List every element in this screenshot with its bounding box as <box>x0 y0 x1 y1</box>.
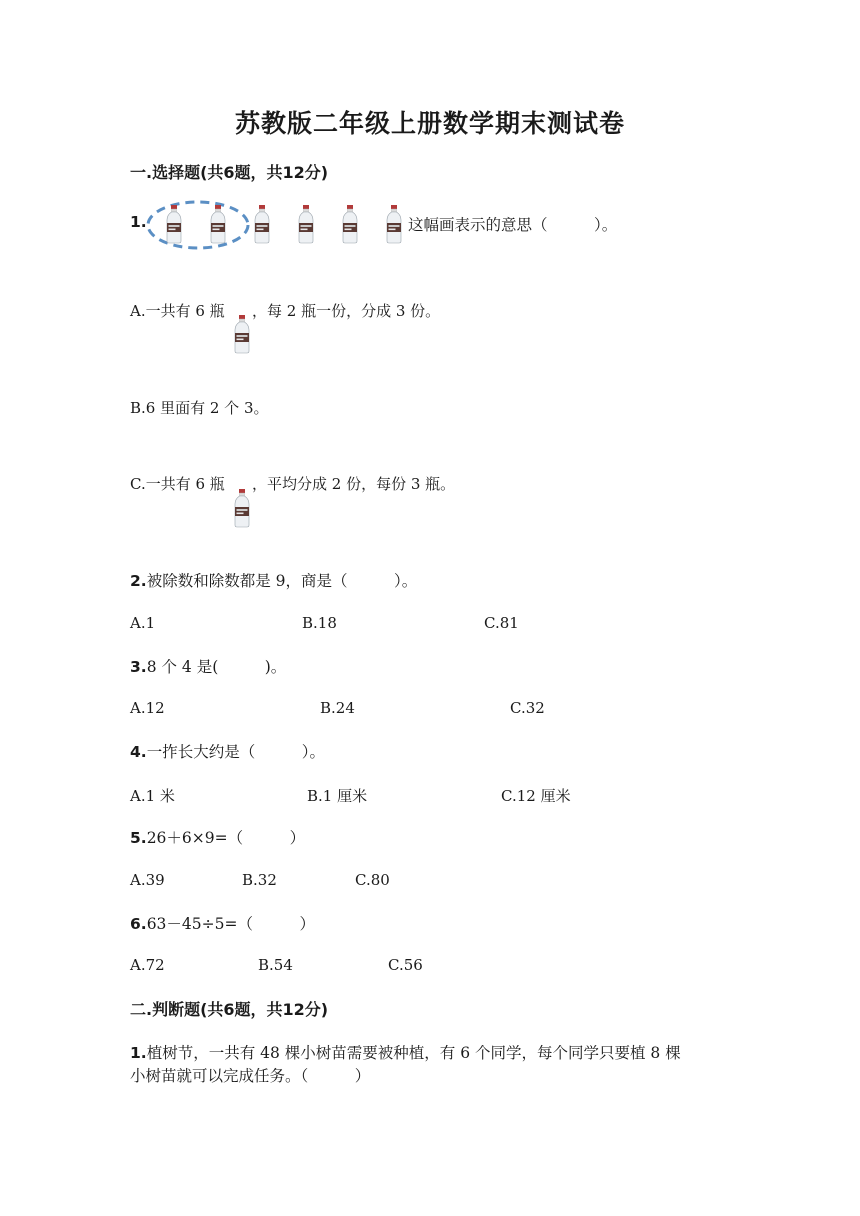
water-bottle-icon <box>384 204 404 244</box>
water-bottle-icon <box>164 204 184 244</box>
option-a: A.1 米 <box>130 787 175 805</box>
question-2-text: 被除数和除数都是 9，商是（ ）。 <box>146 572 418 590</box>
judge-question-1-line2: 小树苗就可以完成任务。（ ） <box>130 1067 371 1085</box>
question-5 <box>130 826 305 848</box>
question-6-text: 63－45÷5=（ ） <box>146 915 315 933</box>
question-number: 3. <box>130 658 147 676</box>
option-a-part1: A.一共有 6 瓶 <box>130 302 225 320</box>
option-c-part1: C.一共有 6 瓶 <box>130 475 225 493</box>
option-c: C.80 <box>355 871 390 889</box>
option-a: A.12 <box>130 699 165 717</box>
option-b: B.32 <box>242 871 277 889</box>
question-number: 5. <box>130 829 147 847</box>
question-number: 4. <box>130 743 147 761</box>
question-4-text: 一拃长大约是（ ）。 <box>146 743 325 761</box>
option-c-part2: ，平均分成 2 份，每份 3 瓶。 <box>252 475 456 493</box>
section-heading-choice: 一.选择题(共6题，共12分) <box>130 163 329 182</box>
question-number: 6. <box>130 915 147 933</box>
page-title: 苏教版二年级上册数学期末测试卷 <box>234 109 625 138</box>
water-bottle-icon <box>296 204 316 244</box>
option-b: B.1 厘米 <box>307 787 368 805</box>
option-b: B.18 <box>302 614 337 632</box>
option-a: A.39 <box>130 871 165 889</box>
section-heading-judge: 二.判断题(共6题，共12分) <box>130 1000 329 1019</box>
option-a: A.72 <box>130 956 165 974</box>
question-number: 1. <box>130 1044 147 1062</box>
question-6 <box>130 912 315 934</box>
question-1 <box>130 213 147 231</box>
option-c: C.81 <box>484 614 519 632</box>
option-c: C.12 厘米 <box>501 787 571 805</box>
water-bottle-icon <box>232 488 252 528</box>
option-a: A.1 <box>130 614 156 632</box>
water-bottle-icon <box>252 204 272 244</box>
option-a-part2: ，每 2 瓶一份，分成 3 份。 <box>252 302 441 320</box>
question-1-text: 这幅画表示的意思（ ）。 <box>408 216 618 234</box>
question-3 <box>130 655 286 677</box>
option-c: C.56 <box>388 956 423 974</box>
water-bottle-icon <box>208 204 228 244</box>
water-bottle-icon <box>232 314 252 354</box>
option-c: C.32 <box>510 699 545 717</box>
question-number: 1. <box>130 213 147 231</box>
judge-question-1 <box>130 1041 681 1063</box>
question-2 <box>130 569 417 591</box>
question-number: 2. <box>130 572 147 590</box>
question-5-text: 26＋6×9=（ ） <box>146 829 306 847</box>
dashed-ellipse <box>146 199 250 251</box>
question-3-text: 8 个 4 是( )。 <box>146 658 287 676</box>
question-4 <box>130 740 325 762</box>
water-bottle-icon <box>340 204 360 244</box>
option-b: B.24 <box>320 699 355 717</box>
option-b: B.6 里面有 2 个 3。 <box>130 399 269 417</box>
judge-question-1-line1: 植树节，一共有 48 棵小树苗需要被种植，有 6 个同学，每个同学只要植 8 棵 <box>146 1044 681 1062</box>
option-b: B.54 <box>258 956 293 974</box>
